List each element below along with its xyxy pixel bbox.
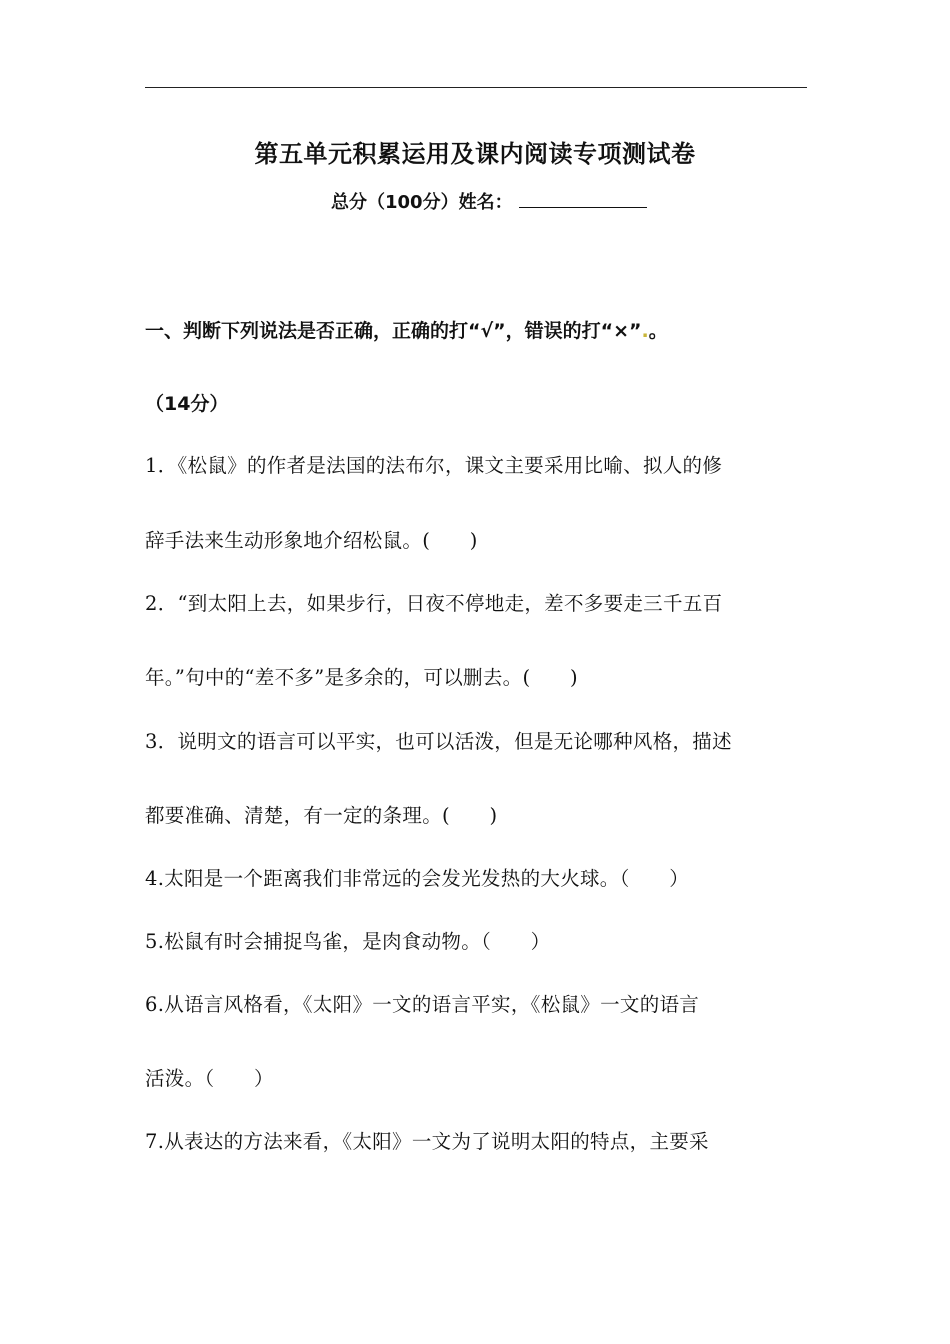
- name-blank: [519, 189, 647, 208]
- question-line: 5.松鼠有时会捕捉鸟雀，是肉食动物。（ ）: [145, 930, 551, 953]
- header-rule: [145, 87, 807, 88]
- section-heading-mark: .: [641, 320, 649, 342]
- question-line: 2．“到太阳上去，如果步行，日夜不停地走，差不多要走三千五百: [145, 592, 723, 615]
- question-line: 活泼。（ ）: [145, 1067, 274, 1090]
- question-line: 7.从表达的方法来看，《太阳》一文为了说明太阳的特点，主要采: [145, 1130, 709, 1153]
- question-line: 1．《松鼠》的作者是法国的法布尔，课文主要采用比喻、拟人的修: [145, 454, 723, 477]
- section-heading-end: 。: [648, 320, 668, 342]
- question-line: 都要准确、清楚，有一定的条理。( ): [145, 804, 498, 827]
- section-points: （14分）: [145, 393, 229, 415]
- page-title: 第五单元积累运用及课内阅读专项测试卷: [254, 140, 696, 168]
- question-line: 3．说明文的语言可以平实，也可以活泼，但是无论哪种风格，描述: [145, 730, 732, 753]
- score-and-name-line: [331, 188, 647, 214]
- question-line: 辞手法来生动形象地介绍松鼠。( ): [145, 529, 478, 552]
- section-heading: [145, 316, 668, 343]
- score-name-label: 总分（100分）姓名：: [331, 192, 513, 213]
- section-heading-text: 一、判断下列说法是否正确，正确的打“√”，错误的打“×”: [145, 320, 642, 342]
- question-line: 4.太阳是一个距离我们非常远的会发光发热的大火球。（ ）: [145, 867, 690, 890]
- question-line: 6.从语言风格看，《太阳》一文的语言平实，《松鼠》一文的语言: [145, 993, 700, 1016]
- question-line: 年。”句中的“差不多”是多余的，可以删去。( ): [145, 666, 578, 689]
